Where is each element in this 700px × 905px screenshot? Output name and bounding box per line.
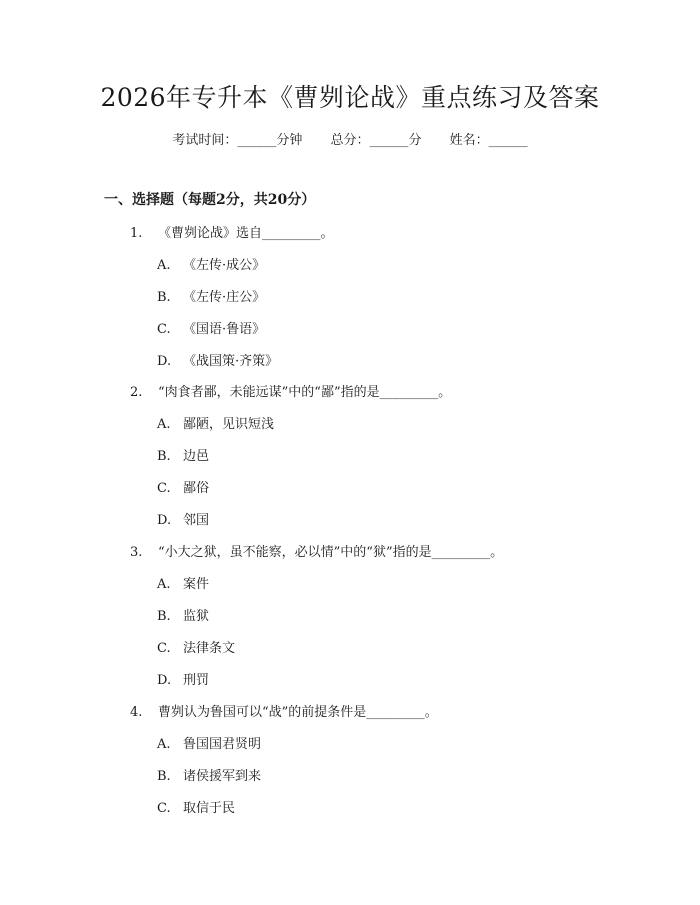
question-text: “小大之狱，虽不能察，必以情”中的“狱”指的是_________。 [158, 545, 504, 560]
option-text: 鄙陋，见识短浅 [183, 417, 275, 432]
option-text: 鲁国国君贤明 [183, 737, 262, 752]
option-text: 《左传·庄公》 [183, 290, 266, 305]
option-letter: D. [157, 354, 172, 369]
question-text: 曹刿认为鲁国可以“战”的前提条件是_________。 [158, 705, 438, 720]
option-text: 刑罚 [183, 673, 210, 688]
total-score-label: 总分： [330, 133, 370, 148]
question-3-option-d [157, 671, 209, 691]
student-name-field [450, 133, 528, 148]
student-name-label: 姓名： [449, 133, 489, 148]
option-text: 监狱 [183, 609, 210, 624]
option-letter: A. [157, 258, 171, 273]
page-title: 2026年专升本《曹刿论战》重点练习及答案 [100, 83, 600, 112]
option-letter: B. [157, 290, 171, 305]
question-1 [130, 224, 334, 244]
option-text: 鄙俗 [183, 481, 210, 496]
question-2-option-b [157, 447, 209, 467]
exam-time-label: 考试时间： [172, 133, 238, 148]
option-text: 《国语·鲁语》 [183, 322, 266, 337]
option-letter: B. [157, 769, 171, 784]
question-1-option-b [157, 288, 265, 308]
question-1-option-c [157, 320, 265, 340]
question-2-option-a [157, 415, 274, 435]
option-text: 法律条文 [183, 641, 236, 656]
option-letter: A. [157, 577, 171, 592]
option-letter: C. [157, 801, 171, 816]
option-letter: D. [157, 673, 172, 688]
option-text: 诸侯援军到来 [183, 769, 262, 784]
section-title: 一、选择题（每题2分，共20分） [104, 192, 316, 208]
option-text: 取信于民 [183, 801, 236, 816]
option-letter: C. [157, 322, 171, 337]
total-score-field [330, 133, 421, 148]
exam-time-blank: ______ [237, 133, 277, 148]
question-1-option-d [157, 352, 278, 372]
exam-meta [0, 131, 700, 151]
question-2-option-c [157, 479, 209, 499]
student-name-blank: ______ [488, 133, 528, 148]
question-4-option-a [157, 735, 261, 755]
question-4 [130, 703, 438, 723]
question-number: 2. [130, 385, 143, 400]
question-1-option-a [157, 256, 265, 276]
exam-time-field [172, 133, 302, 148]
question-2 [130, 383, 451, 403]
option-letter: C. [157, 641, 171, 656]
question-4-option-c [157, 799, 235, 819]
total-score-unit: 分 [408, 133, 422, 148]
option-letter: D. [157, 513, 172, 528]
option-letter: A. [157, 417, 171, 432]
option-text: 《战国策·齐策》 [183, 354, 279, 369]
question-text: 《曹刿论战》选自_________。 [158, 226, 334, 241]
option-letter: B. [157, 609, 171, 624]
total-score-blank: ______ [369, 133, 409, 148]
question-number: 3. [130, 545, 143, 560]
question-number: 4. [130, 705, 143, 720]
question-4-option-b [157, 767, 261, 787]
question-3-option-c [157, 639, 235, 659]
option-text: 《左传·成公》 [183, 258, 266, 273]
option-letter: C. [157, 481, 171, 496]
option-letter: B. [157, 449, 171, 464]
question-3 [130, 543, 503, 563]
question-2-option-d [157, 511, 209, 531]
question-number: 1. [130, 226, 143, 241]
exam-time-unit: 分钟 [276, 133, 303, 148]
question-3-option-a [157, 575, 209, 595]
option-text: 邻国 [183, 513, 210, 528]
question-3-option-b [157, 607, 209, 627]
question-text: “肉食者鄙，未能远谋”中的“鄙”指的是_________。 [158, 385, 452, 400]
option-letter: A. [157, 737, 171, 752]
option-text: 案件 [183, 577, 210, 592]
option-text: 边邑 [183, 449, 210, 464]
